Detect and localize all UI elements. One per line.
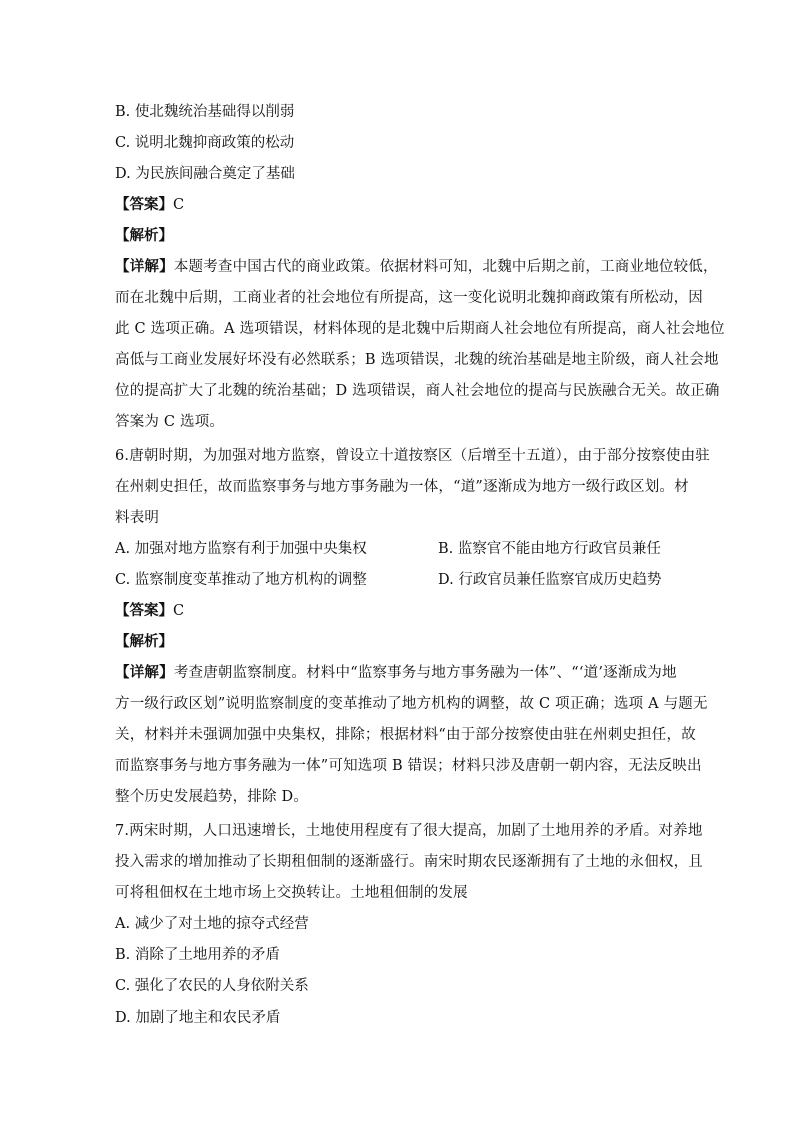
q6-detail-label: 【详解】	[115, 664, 174, 681]
q6-detail-text-1: 考查唐朝监察制度。材料中“监察事务与地方事务融为一体”、“‘道’逐渐成为地	[173, 665, 677, 681]
q7-option-b: B. 消除了土地用养的矛盾	[115, 947, 280, 963]
q7-option-c: C. 强化了农民的人身依附关系	[115, 978, 309, 994]
q6-analysis-label: 【解析】	[115, 633, 173, 650]
q5-detail-line-1	[115, 257, 718, 277]
q6-detail-line-1	[115, 663, 685, 683]
q7-option-a: A. 减少了对土地的掠夺式经营	[115, 916, 309, 932]
q5-analysis-label: 【解析】	[115, 227, 173, 244]
q6-answer	[115, 601, 685, 621]
q6-option-c: C. 监察制度变革推动了地方机构的调整	[115, 572, 367, 588]
q5-answer-value: C	[173, 197, 185, 213]
q6-detail-line-5: 整个历史发展趋势，排除 D。	[115, 789, 309, 805]
q7-stem-line-3: 可将租佃权在土地市场上交换转让。土地租佃制的发展	[115, 885, 468, 901]
q6-stem-line-2: 在州刺史担任，故而监察事务与地方事务融为一体，“道”逐渐成为地方一级行政区划。材	[115, 479, 689, 495]
q5-detail-label: 【详解】	[115, 258, 174, 275]
q5-option-b: B. 使北魏统治基础得以削弱	[115, 104, 295, 120]
q6-detail-line-2: 方一级行政区划”说明监察制度的变革推动了地方机构的调整，故 C 项正确；选项 A 与题无	[115, 696, 708, 712]
q7-stem-line-1: 7.两宋时期，人口迅速增长，土地使用程度有了很大提高，加剧了土地用养的矛盾。对养地	[115, 823, 703, 839]
q5-detail-line-4: 高低与工商业发展好坏没有必然联系；B 选项错误，北魏的统治基础是地主阶级，商人社会地	[115, 352, 719, 368]
q5-detail-line-6: 答案为 C 选项。	[115, 414, 225, 430]
q5-detail-text-1: 本题考查中国古代的商业政策。依据材料可知，北魏中后期之前，工商业地位较低，	[173, 259, 718, 275]
q6-detail-line-3: 关，材料并未强调加强中央集权，排除；根据材料“由于部分按察使由驻在州刺史担任，故	[115, 727, 696, 743]
q6-option-b: B. 监察官不能由地方行政官员兼任	[438, 541, 661, 557]
q5-answer-label: 【答案】	[115, 196, 173, 213]
q6-answer-label: 【答案】	[115, 602, 173, 619]
q5-option-c: C. 说明北魏抑商政策的松动	[115, 135, 295, 151]
q5-detail-line-2: 而在北魏中后期，工商业者的社会地位有所提高，这一变化说明北魏抑商政策有所松动，因	[115, 290, 703, 306]
q7-stem-line-2: 投入需求的增加推动了长期租佃制的逐渐盛行。南宋时期农民逐渐拥有了土地的永佃权，且	[115, 854, 703, 870]
q5-option-d: D. 为民族间融合奠定了基础	[115, 166, 295, 182]
q6-answer-value: C	[173, 603, 185, 619]
q6-stem-line-3: 料表明	[115, 510, 160, 526]
q6-detail-line-4: 而监察事务与地方事务融为一体”可知选项 B 错误；材料只涉及唐朝一朝内容，无法反映出	[115, 758, 702, 774]
q6-stem-line-1: 6.唐朝时期，为加强对地方监察，曾设立十道按察区（后增至十五道），由于部分按察使由驻	[115, 448, 710, 464]
q5-detail-line-3: 此 C 选项正确。A 选项错误，材料体现的是北魏中后期商人社会地位有所提高，商人社会地位	[115, 321, 725, 337]
q6-option-d: D. 行政官员兼任监察官成历史趋势	[438, 572, 662, 588]
q5-answer	[115, 195, 685, 215]
q5-detail-line-5: 位的提高扩大了北魏的统治基础；D 选项错误，商人社会地位的提高与民族融合无关。故正确	[115, 383, 720, 399]
q7-option-d: D. 加剧了地主和农民矛盾	[115, 1010, 281, 1026]
q6-option-a: A. 加强对地方监察有利于加强中央集权	[115, 541, 367, 557]
